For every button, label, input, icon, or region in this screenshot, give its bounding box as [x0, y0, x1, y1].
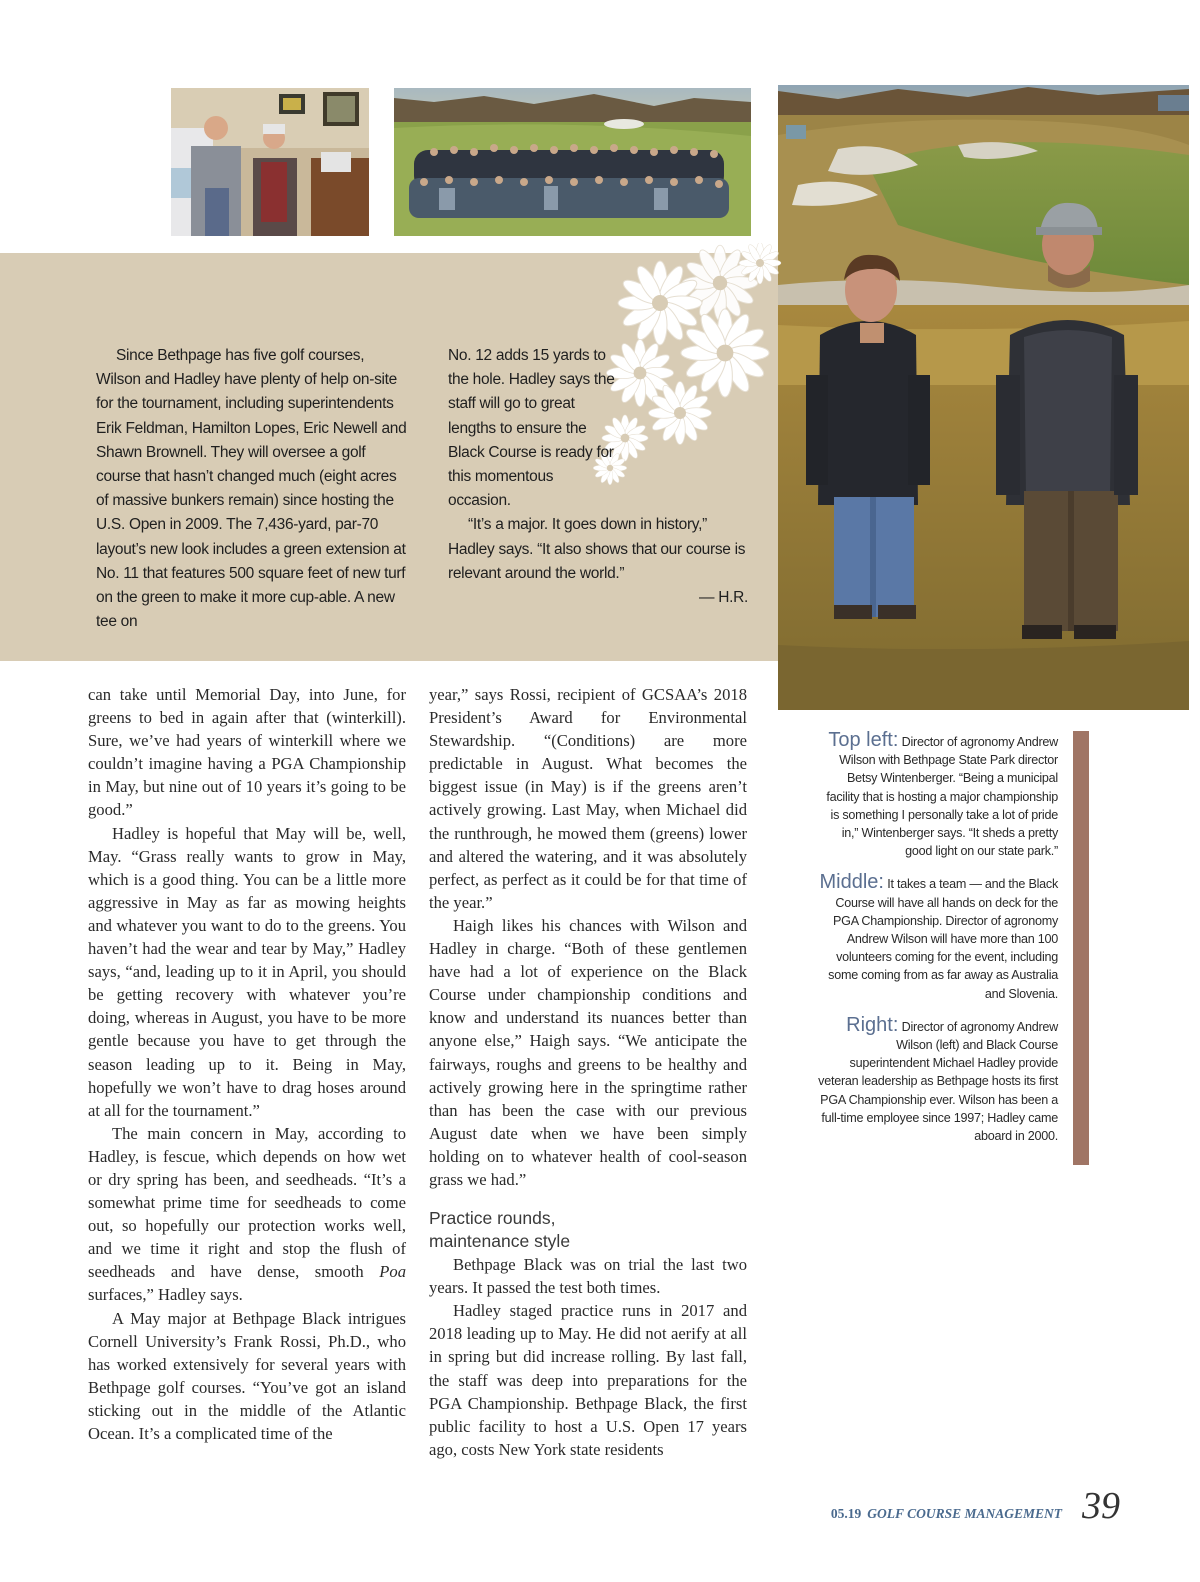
body-paragraph: A May major at Bethpage Black intrigues Cornell University’s Frank Rossi, Ph.D., who has worked extensively for several years with Bethpage golf courses. “You’ve got an island sticking out in the middle of the Atlantic Ocean. It’s a complicated time of the: [88, 1308, 406, 1443]
sidebar-signature: — H.R.: [698, 589, 748, 607]
body-paragraph: year,” says Rossi, recipient of GCSAA’s 2018 President’s Award for Environmental Stewardship. “(Conditions) are more predictable in August. What becomes the biggest issue (in May) is if the greens aren’t actively growing. Last May, when Michael did the runthrough, he mowed them (greens) lower and altered the watering, and it was absolutely perfect, as perfect as it could be for that time of the year.”: [429, 685, 747, 912]
body-text: surfaces,” Hadley says.: [88, 1285, 243, 1305]
photo-captions: [816, 731, 1058, 1158]
body-column-1: [88, 683, 406, 1445]
body-paragraph: Hadley staged practice runs in 2017 and 2018 leading up to May. He did not aerify at all in spring but did increase rolling. By last fall, the staff was deep into preparations for the PGA Championship. Bethpage Black, the first public facility to host a U.S. Open 17 years ago, costs New York state residents: [429, 1301, 747, 1459]
body-paragraph: [88, 1122, 406, 1307]
page-footer: [831, 1484, 1120, 1528]
caption-label: Top left:: [828, 729, 899, 751]
body-column-2: [429, 683, 747, 1461]
body-paragraph: can take until Memorial Day, into June, for greens to bed in again after that (winterkill). Sure, we’ve had years of winterkill where we couldn’t imagine having a PGA Championship in May, but nine out of 10 years it’s going to be good.”: [88, 685, 406, 820]
body-paragraph: Hadley is hopeful that May will be, well, May. “Grass really wants to grow in May, which is a good thing. You can be a little more aggressive in May as far as mowing heights and whatever you want to do to the greens. You haven’t had the wear and tear by May,” Hadley says, “and, leading up to it in April, you should be getting recovery with whatever you’re doing, whereas in August, you have to be more gentle because you have to get through the season leading up to it. Being in May, hopefully we won’t have to drag hoses around at all for the tournament.”: [88, 823, 406, 1120]
caption-top-left: [816, 731, 1058, 860]
photo-wilson-hadley-course: [778, 85, 1189, 710]
body-paragraph: Bethpage Black was on trial the last two years. It passed the test both times.: [429, 1255, 747, 1298]
section-subhead: [429, 1207, 747, 1253]
caption-text: It takes a team — and the Black Course will have all hands on deck for the PGA Championship. Director of agronomy Andrew Wilson will have more than 100 volunteers coming for the event, including some coming from as far away as Australia and Slovenia.: [828, 877, 1058, 1001]
caption-label: Middle:: [819, 871, 884, 894]
caption-text: Director of agronomy Andrew Wilson with Bethpage State Park director Betsy Wintenberger. “Being a municipal facility that is hosting a major championship is something I personally take a lot of pride in,” Wintenberger says. “It sheds a pretty good light on our state park.”: [826, 735, 1058, 859]
body-paragraph: Haigh likes his chances with Wilson and Hadley in charge. “Both of these gentlemen have had a lot of experience on the Black Course under championship conditions and know and understand its nuances better than anyone else,” Haigh says. “We anticipate the fairways, roughs and greens to be healthy and actively growing here in the springtime rather than has been the case with our previous August date when we have been simply holding on to whatever health of cool-season grass we had.”: [429, 915, 747, 1189]
caption-right: [816, 1013, 1058, 1145]
sidebar-column-1: [96, 344, 410, 634]
caption-accent-bar: [1073, 731, 1089, 1165]
body-text: The main concern in May, according to Hadley, is fescue, which depends on how wet or dry spring has been, and seedheads. “It’s a somewhat prime time for seedheads to come out, so hopefully our protection works well, and we time it right and stop the flush of seedheads and have dense, smooth: [88, 1123, 406, 1282]
caption-middle: [816, 873, 1058, 1002]
caption-label: Right:: [846, 1013, 899, 1036]
photo-team-group: [394, 88, 751, 236]
sidebar-paragraph: “It’s a major. It goes down in history,” Hadley says. “It also shows that our course is relevant around the world.”: [448, 516, 746, 582]
photo-office-wilson-wintenberger: [171, 88, 369, 236]
footer-magazine-name: GOLF COURSE MANAGEMENT: [867, 1506, 1062, 1521]
footer-issue-date: 05.19: [830, 1506, 862, 1521]
body-italic-text: Poa: [379, 1262, 406, 1282]
sidebar-paragraph: No. 12 adds 15 yards to the hole. Hadley says the staff will go to great lengths to ensure the Black Course is ready for this momentous occasion.: [448, 347, 615, 510]
caption-text: Director of agronomy Andrew Wilson (left) and Black Course superintendent Michael Hadley provide veteran leadership as Bethpage hosts its first PGA Championship ever. Wilson has been a full-time employee since 1997; Hadley came aboard in 2000.: [818, 1019, 1058, 1144]
subhead-line: Practice rounds,: [429, 1208, 556, 1229]
sidebar-paragraph: Since Bethpage has five golf courses, Wilson and Hadley have plenty of help on-site for the tournament, including superintendents Erik Feldman, Hamilton Lopes, Eric Newell and Shawn Brownell. They will oversee a golf course that hasn’t changed much (eight acres of massive bunkers remain) since hosting the U.S. Open in 2009. The 7,436-yard, par-70 layout’s new look includes a green extension at No. 11 that features 500 square feet of new turf on the green to make it more cup-able. A new tee on: [96, 347, 407, 631]
page-number: 39: [1082, 1485, 1120, 1527]
subhead-line: maintenance style: [429, 1231, 571, 1252]
sidebar-column-2: [448, 344, 748, 610]
